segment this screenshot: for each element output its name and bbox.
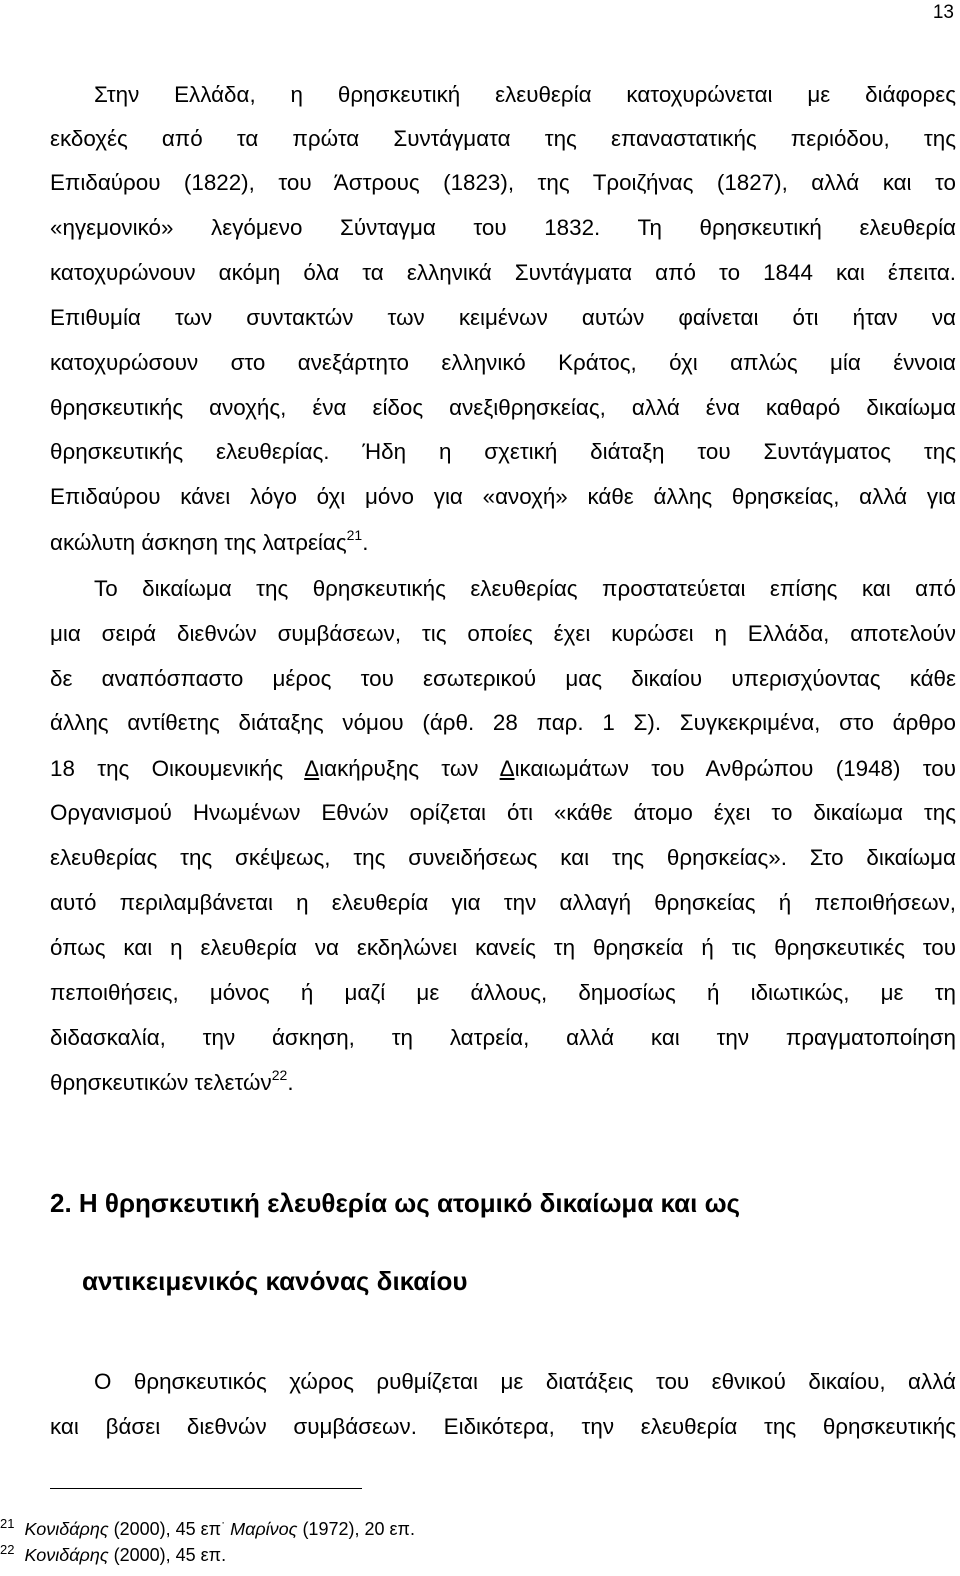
- section-heading: 2. Η θρησκευτική ελευθερία ως ατομικό δικαίωμα και ως: [50, 1188, 741, 1218]
- footnote-author: Μαρίνος: [225, 1519, 298, 1539]
- paragraph-3-line: και βάσει διεθνών συμβάσεων. Ειδικότερα, την ελευθερία της θρησκευτικής: [50, 1414, 956, 1439]
- paragraph-2-line: μια σειρά διεθνών συμβάσεων, τις οποίες έχει κυρώσει η Ελλάδα, αποτελούν: [50, 621, 956, 646]
- page-number: 13: [932, 2, 954, 23]
- footnote-22: [0, 1544, 226, 1568]
- paragraph-2-line: όπως και η ελευθερία να εκδηλώνει κανείς τη θρησκεία ή τις θρησκευτικές του: [50, 935, 956, 960]
- paragraph-1-line: θρησκευτικής ανοχής, ένα είδος ανεξιθρησκείας, αλλά ένα καθαρό δικαίωμα: [50, 395, 956, 420]
- paragraph-1-line: Επιδαύρου κάνει λόγο όχι μόνο για «ανοχή» κάθε άλλης θρησκείας, αλλά για: [50, 484, 956, 509]
- paragraph-1-line: Επιδαύρου (1822), του Άστρους (1823), της Τροιζήνας (1827), αλλά και το: [50, 170, 956, 195]
- paragraph-2-line: Το δικαίωμα της θρησκευτικής ελευθερίας προστατεύεται επίσης και από: [94, 576, 956, 601]
- footnote-mark: 22: [0, 1542, 15, 1557]
- footnote-text: (2000), 45 επ.: [108, 1545, 227, 1565]
- paragraph-3-line: Ο θρησκευτικός χώρος ρυθμίζεται με διατάξεις του εθνικού δικαίου, αλλά: [94, 1369, 956, 1394]
- footnote-author: Κονιδάρης: [24, 1545, 109, 1565]
- line-end: .: [287, 1070, 294, 1095]
- line-part: ικαιωμάτων του Ανθρώπου (1948) του: [514, 756, 957, 781]
- line-text: ακώλυτη άσκηση της λατρείας: [50, 530, 347, 555]
- line-end: .: [362, 530, 369, 555]
- line-text: θρησκευτικών τελετών: [50, 1070, 272, 1095]
- paragraph-1-line: εκδοχές από τα πρώτα Συντάγματα της επαναστατικής περιόδου, της: [50, 126, 956, 151]
- paragraph-1-line: Στην Ελλάδα, η θρησκευτική ελευθερία κατοχυρώνεται με διάφορες: [94, 82, 956, 107]
- paragraph-2-line: αυτό περιλαμβάνεται η ελευθερία για την αλλαγή θρησκείας ή πεποιθήσεων,: [50, 890, 956, 915]
- line-part: 18 της Οικουμενικής: [50, 756, 305, 781]
- paragraph-1-line: κατοχυρώσουν στο ανεξάρτητο ελληνικό Κράτος, όχι απλώς μία έννοια: [50, 350, 956, 375]
- paragraph-2-line-declaration: [50, 754, 956, 784]
- footnote-author: Κονιδάρης: [24, 1519, 109, 1539]
- footnote-ref-21[interactable]: 21: [346, 526, 363, 543]
- footnote-text: (2000), 45 επ: [108, 1519, 222, 1539]
- footnote-mark: 21: [0, 1516, 15, 1531]
- line-part: ιακήρυξης των: [319, 756, 500, 781]
- footnote-ref-22[interactable]: 22: [271, 1066, 288, 1083]
- underlined-letter: Δ: [304, 756, 320, 781]
- paragraph-2-line: Οργανισμού Ηνωμένων Εθνών ορίζεται ότι «κάθε άτομο έχει το δικαίωμα της: [50, 800, 956, 825]
- footnote-separator-dot: ·: [221, 1515, 226, 1529]
- paragraph-2-line: πεποιθήσεις, μόνος ή μαζί με άλλους, δημοσίως ή ιδιωτικώς, με τη: [50, 980, 956, 1005]
- section-heading-continued: αντικειμενικός κανόνας δικαίου: [82, 1266, 468, 1296]
- paragraph-2-line: δε αναπόσπαστο μέρος του εσωτερικού μας δικαίου υπερισχύοντας κάθε: [50, 666, 956, 691]
- paragraph-1-last-line: [50, 528, 956, 558]
- paragraph-2-line: διδασκαλία, την άσκηση, τη λατρεία, αλλά και την πραγματοποίηση: [50, 1025, 956, 1050]
- paragraph-1-line: «ηγεμονικό» λεγόμενο Σύνταγμα του 1832. Τη θρησκευτική ελευθερία: [50, 215, 956, 240]
- footnote-21: [0, 1515, 415, 1542]
- footnote-separator: [50, 1488, 362, 1489]
- paragraph-1-line: κατοχυρώνουν ακόμη όλα τα ελληνικά Συντάγματα από το 1844 και έπειτα.: [50, 260, 956, 285]
- underlined-letter: Δ: [499, 756, 515, 781]
- paragraph-2-line: άλλης αντίθετης διάταξης νόμου (άρθ. 28 παρ. 1 Σ). Συγκεκριμένα, στο άρθρο: [50, 710, 956, 735]
- paragraph-2-last-line: [50, 1068, 956, 1098]
- paragraph-1-line: Επιθυμία των συντακτών των κειμένων αυτών φαίνεται ότι ήταν να: [50, 305, 956, 330]
- footnote-text: (1972), 20 επ.: [297, 1519, 415, 1539]
- paragraph-1-line: θρησκευτικής ελευθερίας. Ήδη η σχετική διάταξη του Συντάγματος της: [50, 439, 956, 464]
- paragraph-2-line: ελευθερίας της σκέψεως, της συνειδήσεως και της θρησκείας». Στο δικαίωμα: [50, 845, 956, 870]
